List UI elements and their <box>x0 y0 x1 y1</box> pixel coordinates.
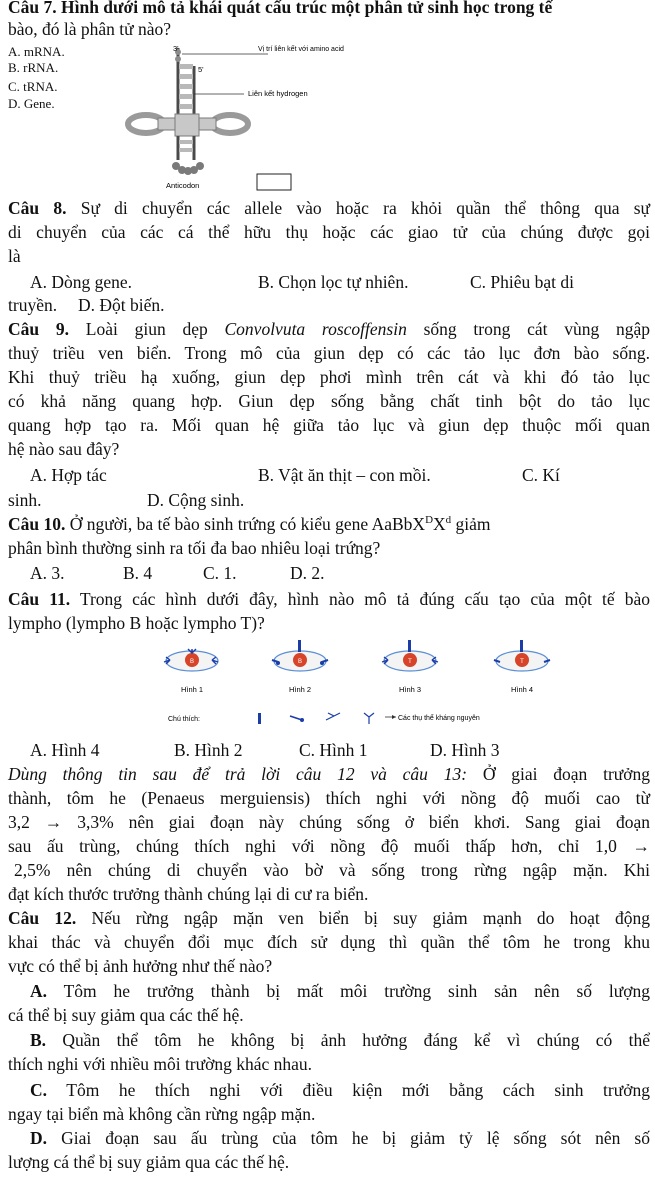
q12-line-2: khai thác và chuyển đổi mục đích sử dụng thì quần thể tôm he trong khu <box>8 932 650 952</box>
q9-line-6: hệ nào sau đây? <box>8 439 120 459</box>
cell-3-letter: T <box>408 659 412 665</box>
cell-1-label: Hình 1 <box>180 685 204 694</box>
q9-option-c: C. Kí <box>522 465 560 485</box>
cell-4-letter: T <box>520 659 524 665</box>
q8-line-2: di chuyển của các cá thể hữu thụ hoặc các giao tử của chúng được gọi <box>8 222 650 242</box>
trna-core <box>175 114 199 136</box>
answer-box <box>257 174 291 190</box>
intro-line-3: 3,2 → 3,3% nên giai đoạn này chúng sống ở biển khơi. Sang giai đoạn <box>8 812 650 832</box>
q11-line-1: Câu 11. Trong các hình dưới đây, hình nào mô tả đúng cấu tạo của một tế bào <box>8 589 651 609</box>
receptor-bar-icon <box>298 640 301 652</box>
intro-line-6: đạt kích thước trưởng thành chúng lại di cư ra biển. <box>8 884 369 904</box>
trna-figure <box>120 42 360 192</box>
cell-hinh-3 <box>382 640 438 694</box>
q11-option-c: C. Hình 1 <box>299 740 368 760</box>
q12-line-3: vực có thể bị ảnh hưởng như thế nào? <box>8 956 273 976</box>
cell-hinh-4 <box>494 640 550 694</box>
q7-option-a: A. mRNA. <box>8 44 65 59</box>
q12-option-c: C. Tôm he thích nghi với điều kiện mới bằng cách sinh trưởng <box>30 1080 650 1100</box>
cell-hinh-2 <box>272 640 328 694</box>
cell-3-label: Hình 3 <box>398 685 422 694</box>
legend-y-icon <box>364 713 374 724</box>
cell-hinh-1 <box>164 649 218 694</box>
q9-line-3: Khi thuỷ triều hạ xuống, giun dẹp phơi mình trên cát và khi đó tảo lục <box>8 367 650 387</box>
anticodon-stem <box>178 136 194 160</box>
d-arm <box>128 115 180 133</box>
intro-line-2: thành, tôm he (Penaeus merguiensis) thích nghi với nồng độ muối cao từ <box>8 788 650 808</box>
lymphocyte-figure <box>150 636 570 736</box>
q12-option-a: A. Tôm he trưởng thành bị mất môi trường sinh sản nên số lượng <box>30 981 651 1001</box>
label-amino-acid-site: Vị trí liên kết với amino acid <box>258 46 344 53</box>
q7-option-b: B. rRNA. <box>8 60 59 75</box>
q12-option-d-cont: lượng cá thể bị suy giảm qua các thế hệ. <box>8 1152 290 1172</box>
anticodon-loop <box>172 162 204 175</box>
cell-2-label: Hình 2 <box>288 685 312 694</box>
q10-option-a: A. 3. <box>30 563 65 583</box>
q8-option-c-cont: truyền. <box>8 295 58 315</box>
q8-line-3: là <box>8 246 21 266</box>
q9-option-d: D. Cộng sinh. <box>147 490 245 510</box>
cell-1-letter: B <box>189 659 195 665</box>
q10-line-2: phân bình thường sinh ra tối đa bao nhiêu loại trứng? <box>8 538 381 558</box>
q8-option-a: A. Dòng gene. <box>30 272 133 292</box>
q9-option-b: B. Vật ăn thịt – con mồi. <box>258 465 431 485</box>
legend <box>168 713 480 724</box>
label-hydrogen-bond: Liên kết hydrogen <box>248 89 308 98</box>
q12-option-d: D. Giai đoạn sau ấu trùng của tôm he bị giảm tỷ lệ sống sót nên số <box>30 1128 650 1148</box>
q9-option-a: A. Hợp tác <box>30 465 107 485</box>
q9-line-1: Câu 9. Loài giun dẹp Convolvuta roscoffensin sống trong cát vùng ngập <box>8 319 651 339</box>
cell-2-letter: B <box>297 659 303 665</box>
q7-option-d: D. Gene. <box>8 96 55 111</box>
label-3-prime: 3' <box>173 44 179 53</box>
intro-line-5: 2,5% nên chúng di chuyển vào bờ và sống trong rừng ngập mặn. Khi <box>14 860 650 880</box>
intro-line-4: sau ấu trùng, chúng thích nghi với nồng độ muối thấp hơn, chỉ 1,0 → <box>8 836 650 856</box>
t-arm <box>194 115 248 133</box>
cell-4-label: Hình 4 <box>510 685 534 694</box>
legend-label: Chú thích: <box>168 716 200 723</box>
q7-option-c: C. tRNA. <box>8 79 58 94</box>
q12-option-c-cont: ngay tại biển mà không cần rừng ngập mặn. <box>8 1104 316 1124</box>
intro-line-1: Dùng thông tin sau để trả lời câu 12 và câu 13: Ở giai đoạn trưởng <box>8 764 651 784</box>
q7-line-2: bào, đó là phân tử nào? <box>8 19 172 39</box>
legend-y-icon <box>326 713 340 720</box>
label-5-prime: 5' <box>198 65 204 74</box>
q12-option-b-cont: thích nghi với nhiều môi trường khác nhau. <box>8 1054 313 1074</box>
q11-line-2: lympho (lympho B hoặc lympho T)? <box>8 613 265 633</box>
q10-line-1: Câu 10. Ở người, ba tế bào sinh trứng có kiểu gene $AaBbX^DX^d$ giảm <box>8 514 491 534</box>
legend-bar-icon <box>258 713 261 724</box>
q10-option-c: C. 1. <box>203 563 237 583</box>
q8-line-1: Câu 8. Sự di chuyển các allele vào hoặc ra khỏi quần thể thông qua sự <box>8 198 651 218</box>
q12-option-b: B. Quần thể tôm he không bị ảnh hưởng đáng kể vì chúng có thể <box>30 1030 650 1050</box>
q8-option-d: D. Đột biến. <box>78 295 165 315</box>
acceptor-stem <box>175 48 194 114</box>
q9-option-c-cont: sinh. <box>8 490 42 510</box>
q11-option-b: B. Hình 2 <box>174 740 243 760</box>
q11-option-d: D. Hình 3 <box>430 740 500 760</box>
q11-option-a: A. Hình 4 <box>30 740 100 760</box>
q12-option-a-cont: cá thể bị suy giảm qua các thế hệ. <box>8 1005 244 1025</box>
q12-line-1: Câu 12. Nếu rừng ngập mặn ven biển bị suy giảm mạnh do hoạt động <box>8 908 650 928</box>
q9-line-5: quang hợp tạo ra. Mối quan hệ giữa tảo lục và giun dẹp thuộc mối quan <box>8 415 650 435</box>
receptor-bar-icon <box>520 640 523 652</box>
q8-option-b: B. Chọn lọc tự nhiên. <box>258 272 409 292</box>
receptor-bar-icon <box>408 640 411 652</box>
q10-option-b: B. 4 <box>123 563 153 583</box>
q9-line-2: thuỷ triều ven biển. Trong mô của giun dẹp có các tảo lục đơn bào sống. <box>8 343 650 363</box>
q7-line-1: Câu 7. Hình dưới mô tả khái quát cấu trúc một phân tử sinh học trong tế <box>8 0 553 17</box>
legend-text: Các thụ thể kháng nguyên <box>398 715 480 722</box>
label-anticodon: Anticodon <box>166 181 200 190</box>
q10-option-d: D. 2. <box>290 563 325 583</box>
q9-line-4: có khả năng quang hợp. Giun dẹp sống bằng chất tinh bột do tảo lục <box>8 391 650 411</box>
q8-option-c: C. Phiêu bạt di <box>470 272 575 292</box>
